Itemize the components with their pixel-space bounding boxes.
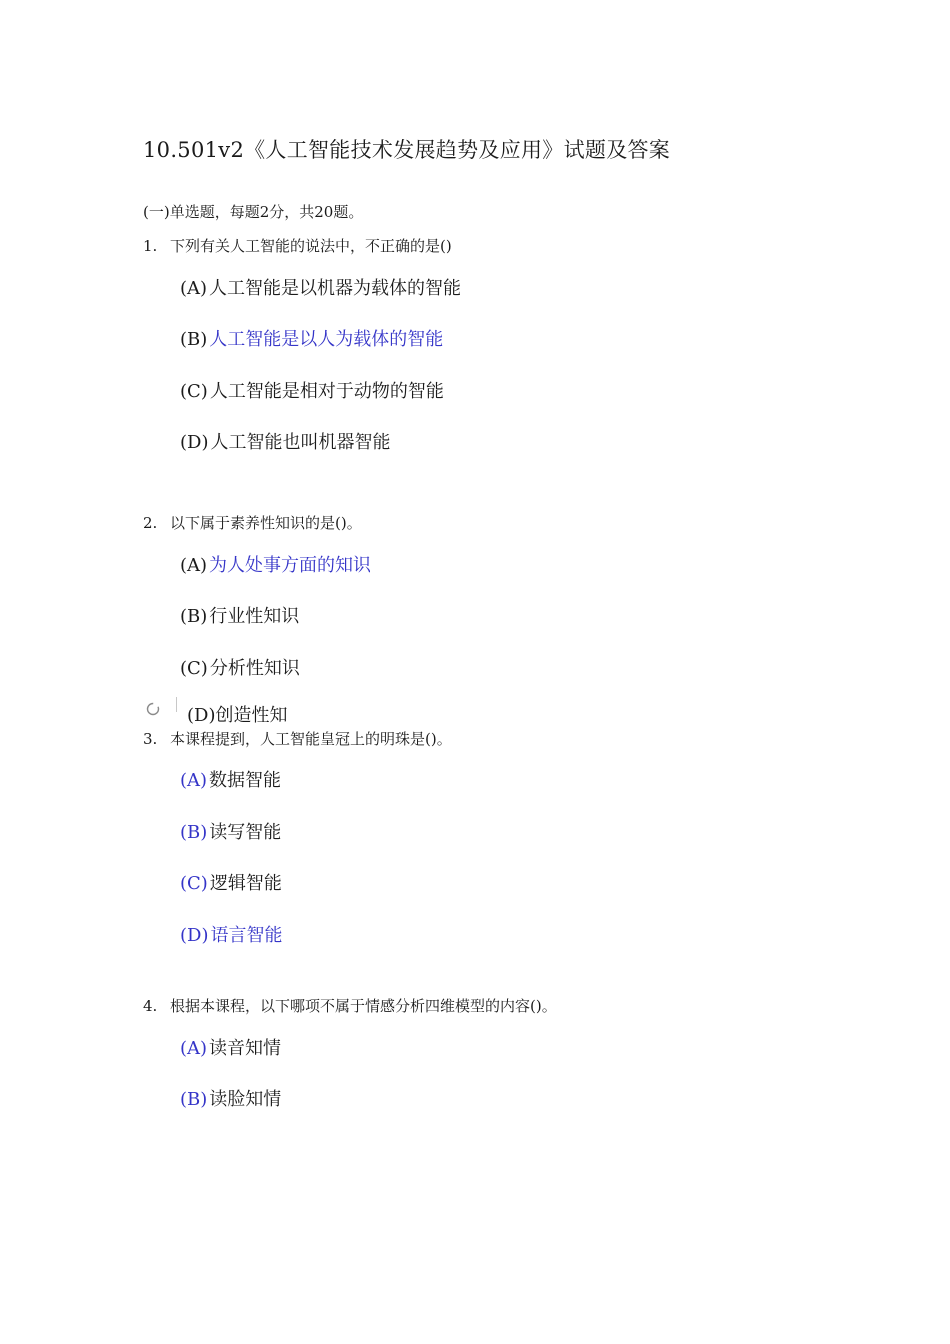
question-number: 2. xyxy=(143,514,158,532)
q4-option-b xyxy=(180,1085,281,1111)
option-text: 人工智能是以人为载体的智能 xyxy=(209,329,444,350)
option-text: 人工智能是以机器为载体的智能 xyxy=(209,278,462,299)
option-letter: (B) xyxy=(180,822,208,843)
q3-option-d xyxy=(180,921,282,947)
q3-option-b xyxy=(180,818,281,844)
option-text: 人工智能是相对于动物的智能 xyxy=(209,381,444,402)
option-text: 逻辑智能 xyxy=(209,873,282,894)
option-letter: (B) xyxy=(180,329,208,350)
option-text: 分析性知识 xyxy=(209,658,300,679)
question-4 xyxy=(143,995,557,1016)
option-text: 数据智能 xyxy=(209,770,282,791)
radio-button-icon[interactable] xyxy=(146,701,160,715)
option-text: 读写智能 xyxy=(209,822,282,843)
option-letter: (C) xyxy=(180,873,208,894)
question-number: 3. xyxy=(143,730,158,748)
option-letter: (A) xyxy=(180,555,208,576)
option-letter: (D) xyxy=(180,925,209,946)
document-title: 10.501v2《人工智能技术发展趋势及应用》试题及答案 xyxy=(143,138,671,162)
option-letter: (A) xyxy=(180,1038,208,1059)
option-text: 为人处事方面的知识 xyxy=(209,555,372,576)
q1-option-c xyxy=(180,377,444,403)
question-number: 4. xyxy=(143,997,158,1015)
option-letter: (A) xyxy=(180,770,208,791)
q4-option-a xyxy=(180,1034,281,1060)
option-letter: (C) xyxy=(180,381,208,402)
option-letter: (B) xyxy=(180,606,208,627)
q1-option-d xyxy=(180,428,390,454)
option-text: 行业性知识 xyxy=(209,606,300,627)
question-text: 本课程提到，人工智能皇冠上的明珠是()。 xyxy=(170,730,452,748)
q2-option-d xyxy=(176,697,377,726)
q1-option-b xyxy=(180,325,443,351)
option-text: 读音知情 xyxy=(209,1038,282,1059)
q2-option-c xyxy=(180,654,300,680)
option-letter: (D) xyxy=(180,432,209,453)
q2-option-a xyxy=(180,551,371,577)
option-letter: (C) xyxy=(180,658,208,679)
q3-option-c xyxy=(180,869,282,895)
q3-option-a xyxy=(180,766,281,792)
q2-option-b xyxy=(180,602,299,628)
q1-option-a xyxy=(180,274,461,300)
section-header: (一)单选题，每题2分，共20题。 xyxy=(143,203,364,221)
option-text: 人工智能也叫机器智能 xyxy=(210,432,391,453)
question-text: 以下属于素养性知识的是()。 xyxy=(170,514,362,532)
option-letter: (A) xyxy=(180,278,208,299)
option-letter: (B) xyxy=(180,1089,208,1110)
option-text: 语言智能 xyxy=(210,925,283,946)
question-text: 下列有关人工智能的说法中，不正确的是() xyxy=(170,237,452,255)
option-text: 读脸知情 xyxy=(209,1089,282,1110)
question-3 xyxy=(143,728,452,749)
question-number: 1. xyxy=(143,237,158,255)
question-2 xyxy=(143,512,362,533)
question-1 xyxy=(143,235,452,256)
question-text: 根据本课程，以下哪项不属于情感分析四维模型的内容()。 xyxy=(170,997,557,1015)
q2-option-d-text: (D)创造性知 xyxy=(187,705,288,726)
